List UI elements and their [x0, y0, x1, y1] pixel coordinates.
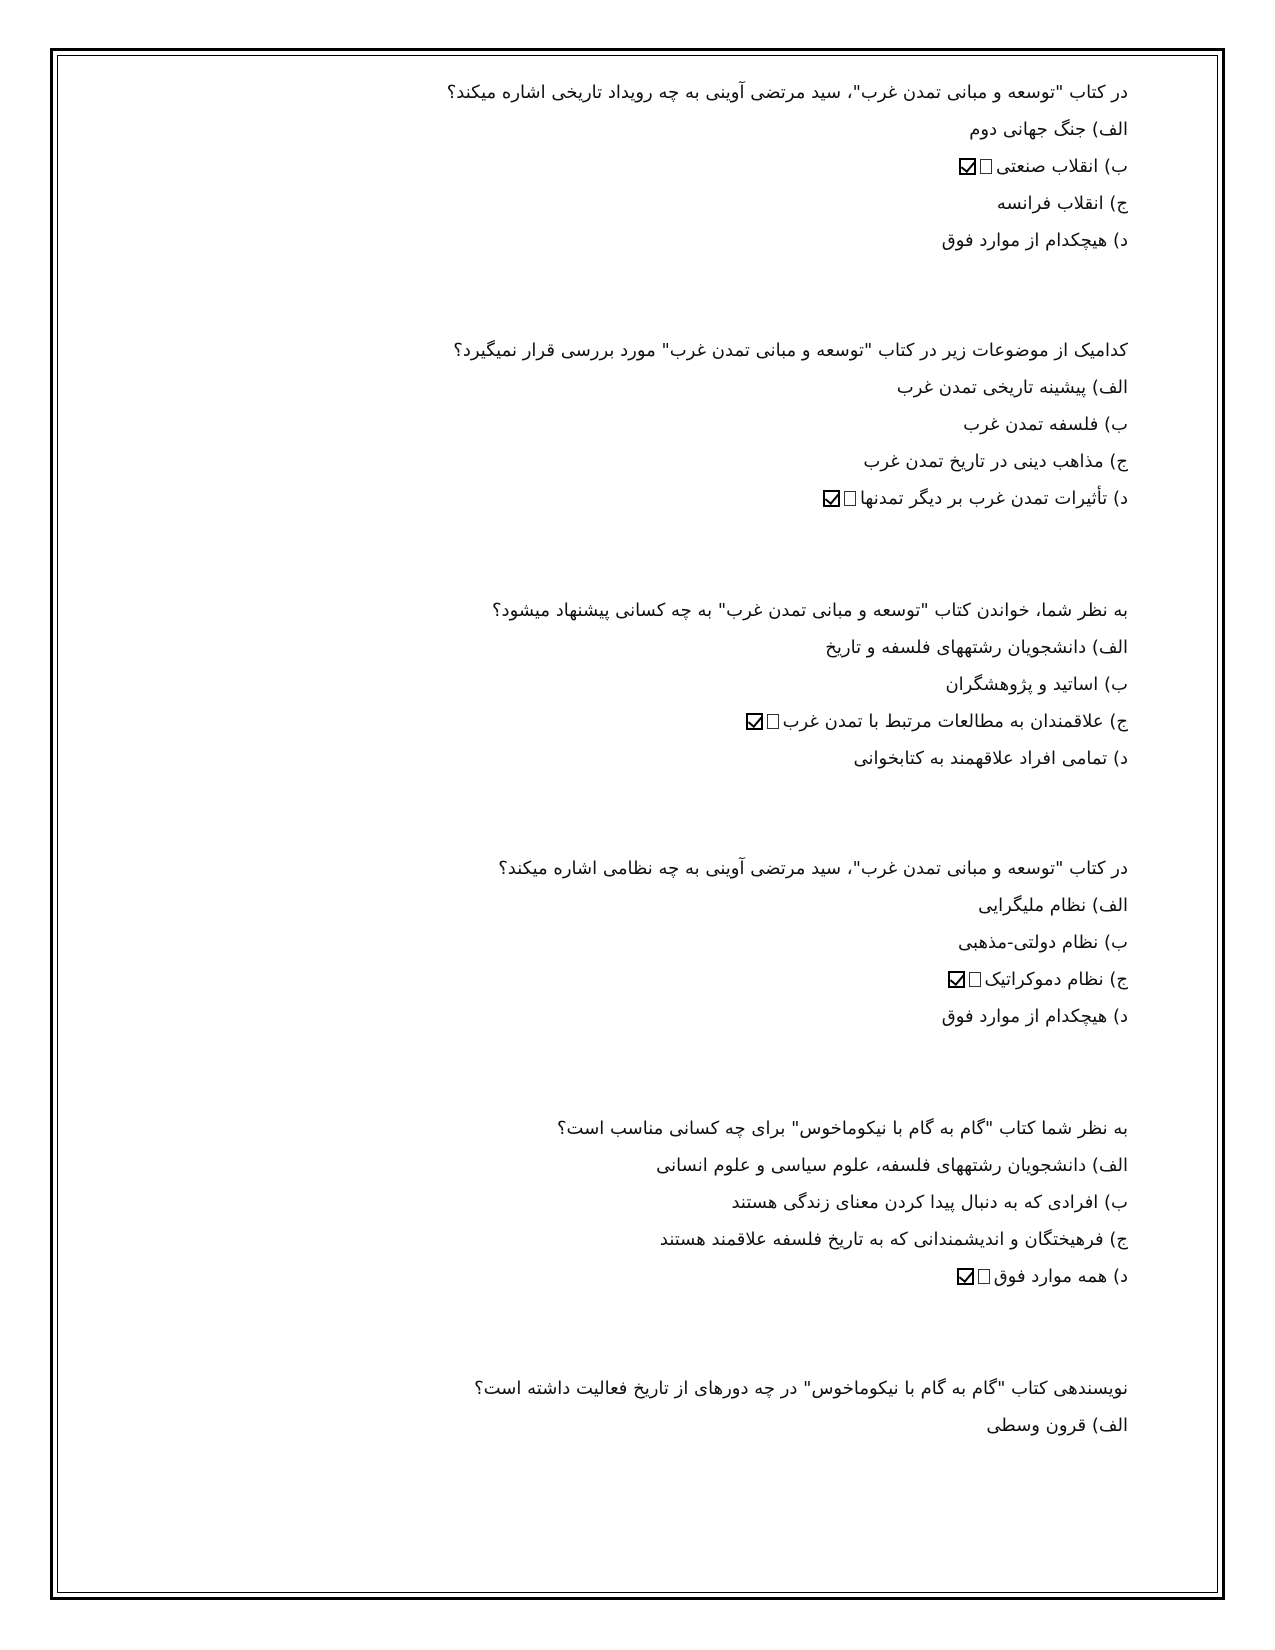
checked-box-icon	[823, 490, 840, 507]
option-b[interactable]	[368, 148, 1128, 185]
checked-box-icon	[959, 158, 976, 175]
question-text: کدامیک از موضوعات زیر در کتاب "توسعه و مبانی تمدن غرب" مورد بررسی قرار نمیگیرد؟	[453, 340, 1128, 361]
empty-box-icon	[980, 159, 992, 174]
option-label: ب) انقلاب صنعتی	[995, 156, 1128, 177]
option-a[interactable]	[368, 887, 1128, 924]
question-3	[368, 592, 1128, 777]
option-c[interactable]	[368, 703, 1128, 740]
option-label: الف) پیشینه تاریخی تمدن غرب	[896, 377, 1128, 398]
option-label: د) همه موارد فوق	[993, 1266, 1128, 1287]
page-border	[50, 48, 1225, 1600]
option-label: د) هیچکدام از موارد فوق	[941, 230, 1128, 251]
checked-box-icon	[957, 1268, 974, 1285]
empty-box-icon	[969, 972, 981, 987]
option-c[interactable]	[368, 961, 1128, 998]
empty-box-icon	[978, 1269, 990, 1284]
option-c[interactable]	[368, 1221, 1128, 1258]
option-b[interactable]	[368, 666, 1128, 703]
question-text: نویسندهی کتاب "گام به گام با نیکوماخوس" در چه دورهای از تاریخ فعالیت داشته است؟	[474, 1378, 1128, 1399]
question-text: در کتاب "توسعه و مبانی تمدن غرب"، سید مرتضی آوینی به چه رویداد تاریخی اشاره میکند؟	[446, 82, 1128, 103]
option-label: الف) نظام ملیگرایی	[978, 895, 1128, 916]
option-label: ب) افرادی که به دنبال پیدا کردن معنای زندگی هستند	[731, 1192, 1128, 1213]
question-text: به نظر شما، خواندن کتاب "توسعه و مبانی تمدن غرب" به چه کسانی پیشنهاد میشود؟	[492, 600, 1128, 621]
question-text: به نظر شما کتاب "گام به گام با نیکوماخوس" برای چه کسانی مناسب است؟	[556, 1118, 1128, 1139]
option-label: الف) دانشجویان رشتههای فلسفه و تاریخ	[825, 637, 1128, 658]
question-6	[368, 1370, 1128, 1444]
option-label: ب) اساتید و پژوهشگران	[945, 674, 1128, 695]
option-a[interactable]	[368, 629, 1128, 666]
option-label: ب) نظام دولتی-مذهبی	[958, 932, 1128, 953]
option-label: ج) فرهیختگان و اندیشمندانی که به تاریخ فلسفه علاقمند هستند	[659, 1229, 1128, 1250]
option-label: ج) علاقمندان به مطالعات مرتبط با تمدن غرب	[782, 711, 1128, 732]
option-d[interactable]	[368, 222, 1128, 259]
empty-box-icon	[767, 714, 779, 729]
option-b[interactable]	[368, 924, 1128, 961]
option-a[interactable]	[368, 1407, 1128, 1444]
option-d[interactable]	[368, 1258, 1128, 1295]
option-d[interactable]	[368, 998, 1128, 1035]
empty-box-icon	[844, 491, 856, 506]
question-2	[368, 332, 1128, 517]
option-label: د) هیچکدام از موارد فوق	[941, 1006, 1128, 1027]
question-text: در کتاب "توسعه و مبانی تمدن غرب"، سید مرتضی آوینی به چه نظامی اشاره میکند؟	[498, 858, 1128, 879]
page-border-inner	[57, 55, 1218, 1593]
option-c[interactable]	[368, 443, 1128, 480]
option-d[interactable]	[368, 480, 1128, 517]
option-a[interactable]	[368, 1147, 1128, 1184]
option-d[interactable]	[368, 740, 1128, 777]
option-label: الف) قرون وسطی	[986, 1415, 1128, 1436]
option-a[interactable]	[368, 369, 1128, 406]
question-1	[368, 74, 1128, 259]
question-4	[368, 850, 1128, 1035]
option-label: الف) دانشجویان رشتههای فلسفه، علوم سیاسی و علوم انسانی	[656, 1155, 1128, 1176]
option-label: د) تأثیرات تمدن غرب بر دیگر تمدنها	[859, 488, 1128, 509]
option-a[interactable]	[368, 111, 1128, 148]
option-label: ج) مذاهب دینی در تاریخ تمدن غرب	[863, 451, 1128, 472]
option-label: ب) فلسفه تمدن غرب	[963, 414, 1128, 435]
question-5	[368, 1110, 1128, 1295]
option-label: ج) نظام دموکراتیک	[984, 969, 1128, 990]
checked-box-icon	[948, 971, 965, 988]
option-b[interactable]	[368, 1184, 1128, 1221]
option-label: ج) انقلاب فرانسه	[996, 193, 1128, 214]
option-label: الف) جنگ جهانی دوم	[969, 119, 1128, 140]
option-label: د) تمامی افراد علاقهمند به کتابخوانی	[853, 748, 1128, 769]
checked-box-icon	[746, 713, 763, 730]
option-b[interactable]	[368, 406, 1128, 443]
option-c[interactable]	[368, 185, 1128, 222]
